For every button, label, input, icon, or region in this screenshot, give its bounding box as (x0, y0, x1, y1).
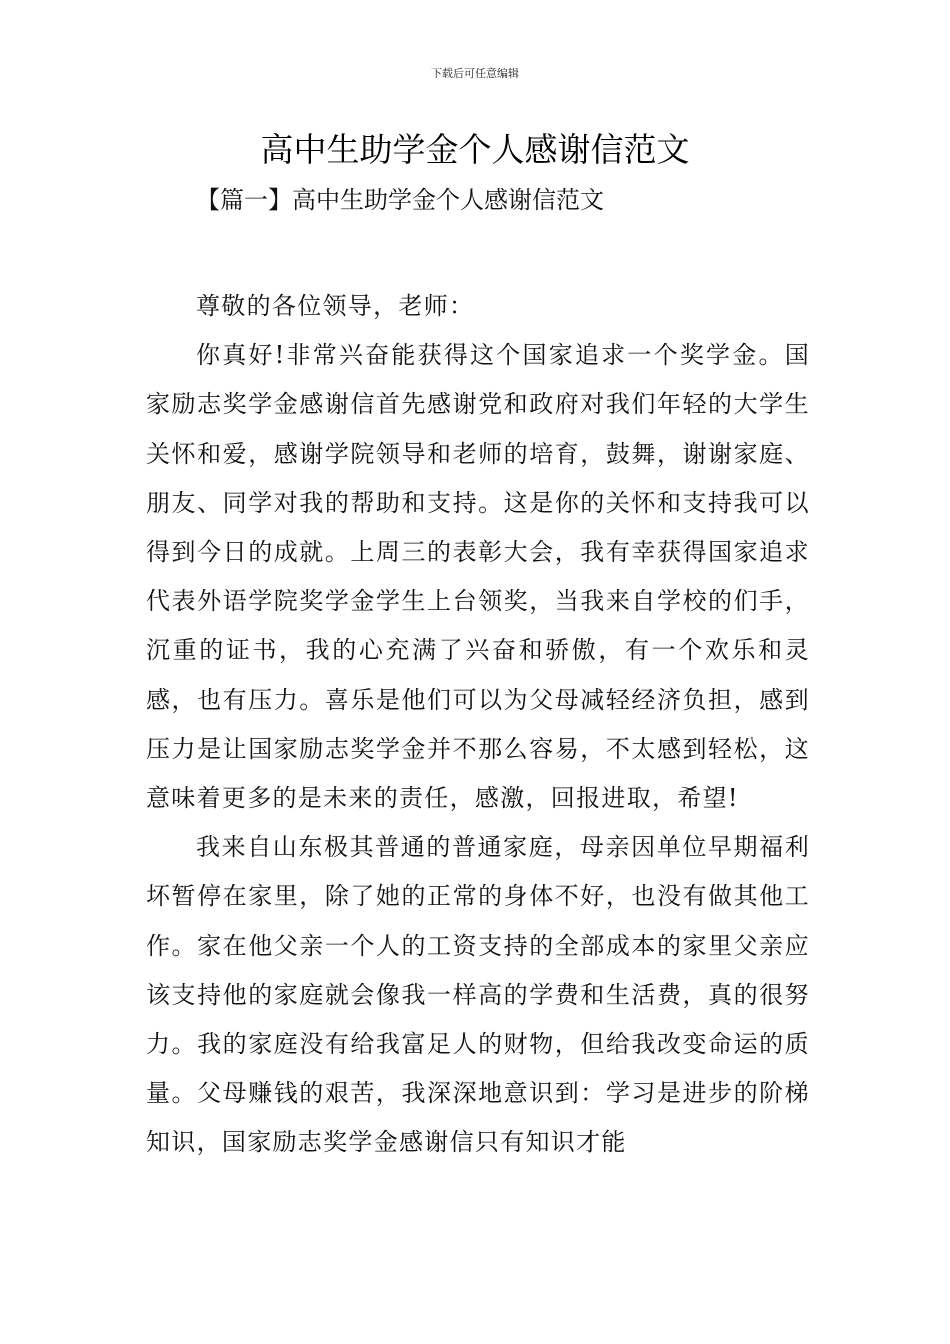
body-paragraph: 你真好!非常兴奋能获得这个国家追求一个奖学金。国家励志奖学金感谢信首先感谢党和政府对我们年轻的大学生关怀和爱，感谢学院领导和老师的培育，鼓舞，谢谢家庭、朋友、同学对我的帮助和支持。这是你的关怀和支持我可以得到今日的成就。上周三的表彰大会，我有幸获得国家追求代表外语学院奖学金学生上台领奖，当我来自学校的们手，沉重的证书，我的心充满了兴奋和骄傲，有一个欢乐和灵感，也有压力。喜乐是他们可以为父母减轻经济负担，感到压力是让国家励志奖学金并不那么容易，不太感到轻松，这意味着更多的是未来的责任，感激，回报进取，希望! (146, 341, 810, 813)
body-paragraph: 我来自山东极其普通的普通家庭，母亲因单位早期福利坏暂停在家里，除了她的正常的身体不好，也没有做其他工作。家在他父亲一个人的工资支持的全部成本的家里父亲应该支持他的家庭就会像我一样高的学费和生活费，真的很努力。我的家庭没有给我富足人的财物，但给我改变命运的质量。父母赚钱的艰苦，我深深地意识到：学习是进步的阶梯知识，国家励志奖学金感谢信只有知识才能 (146, 833, 810, 1157)
letter-body (146, 282, 810, 1168)
document-subtitle: 【篇一】高中生助学金个人感谢信范文 (196, 186, 604, 214)
header-note: 下载后可任意编辑 (431, 67, 519, 80)
salutation-paragraph: 尊敬的各位领导，老师： (196, 292, 475, 320)
document-title: 高中生助学金个人感谢信范文 (260, 130, 690, 169)
